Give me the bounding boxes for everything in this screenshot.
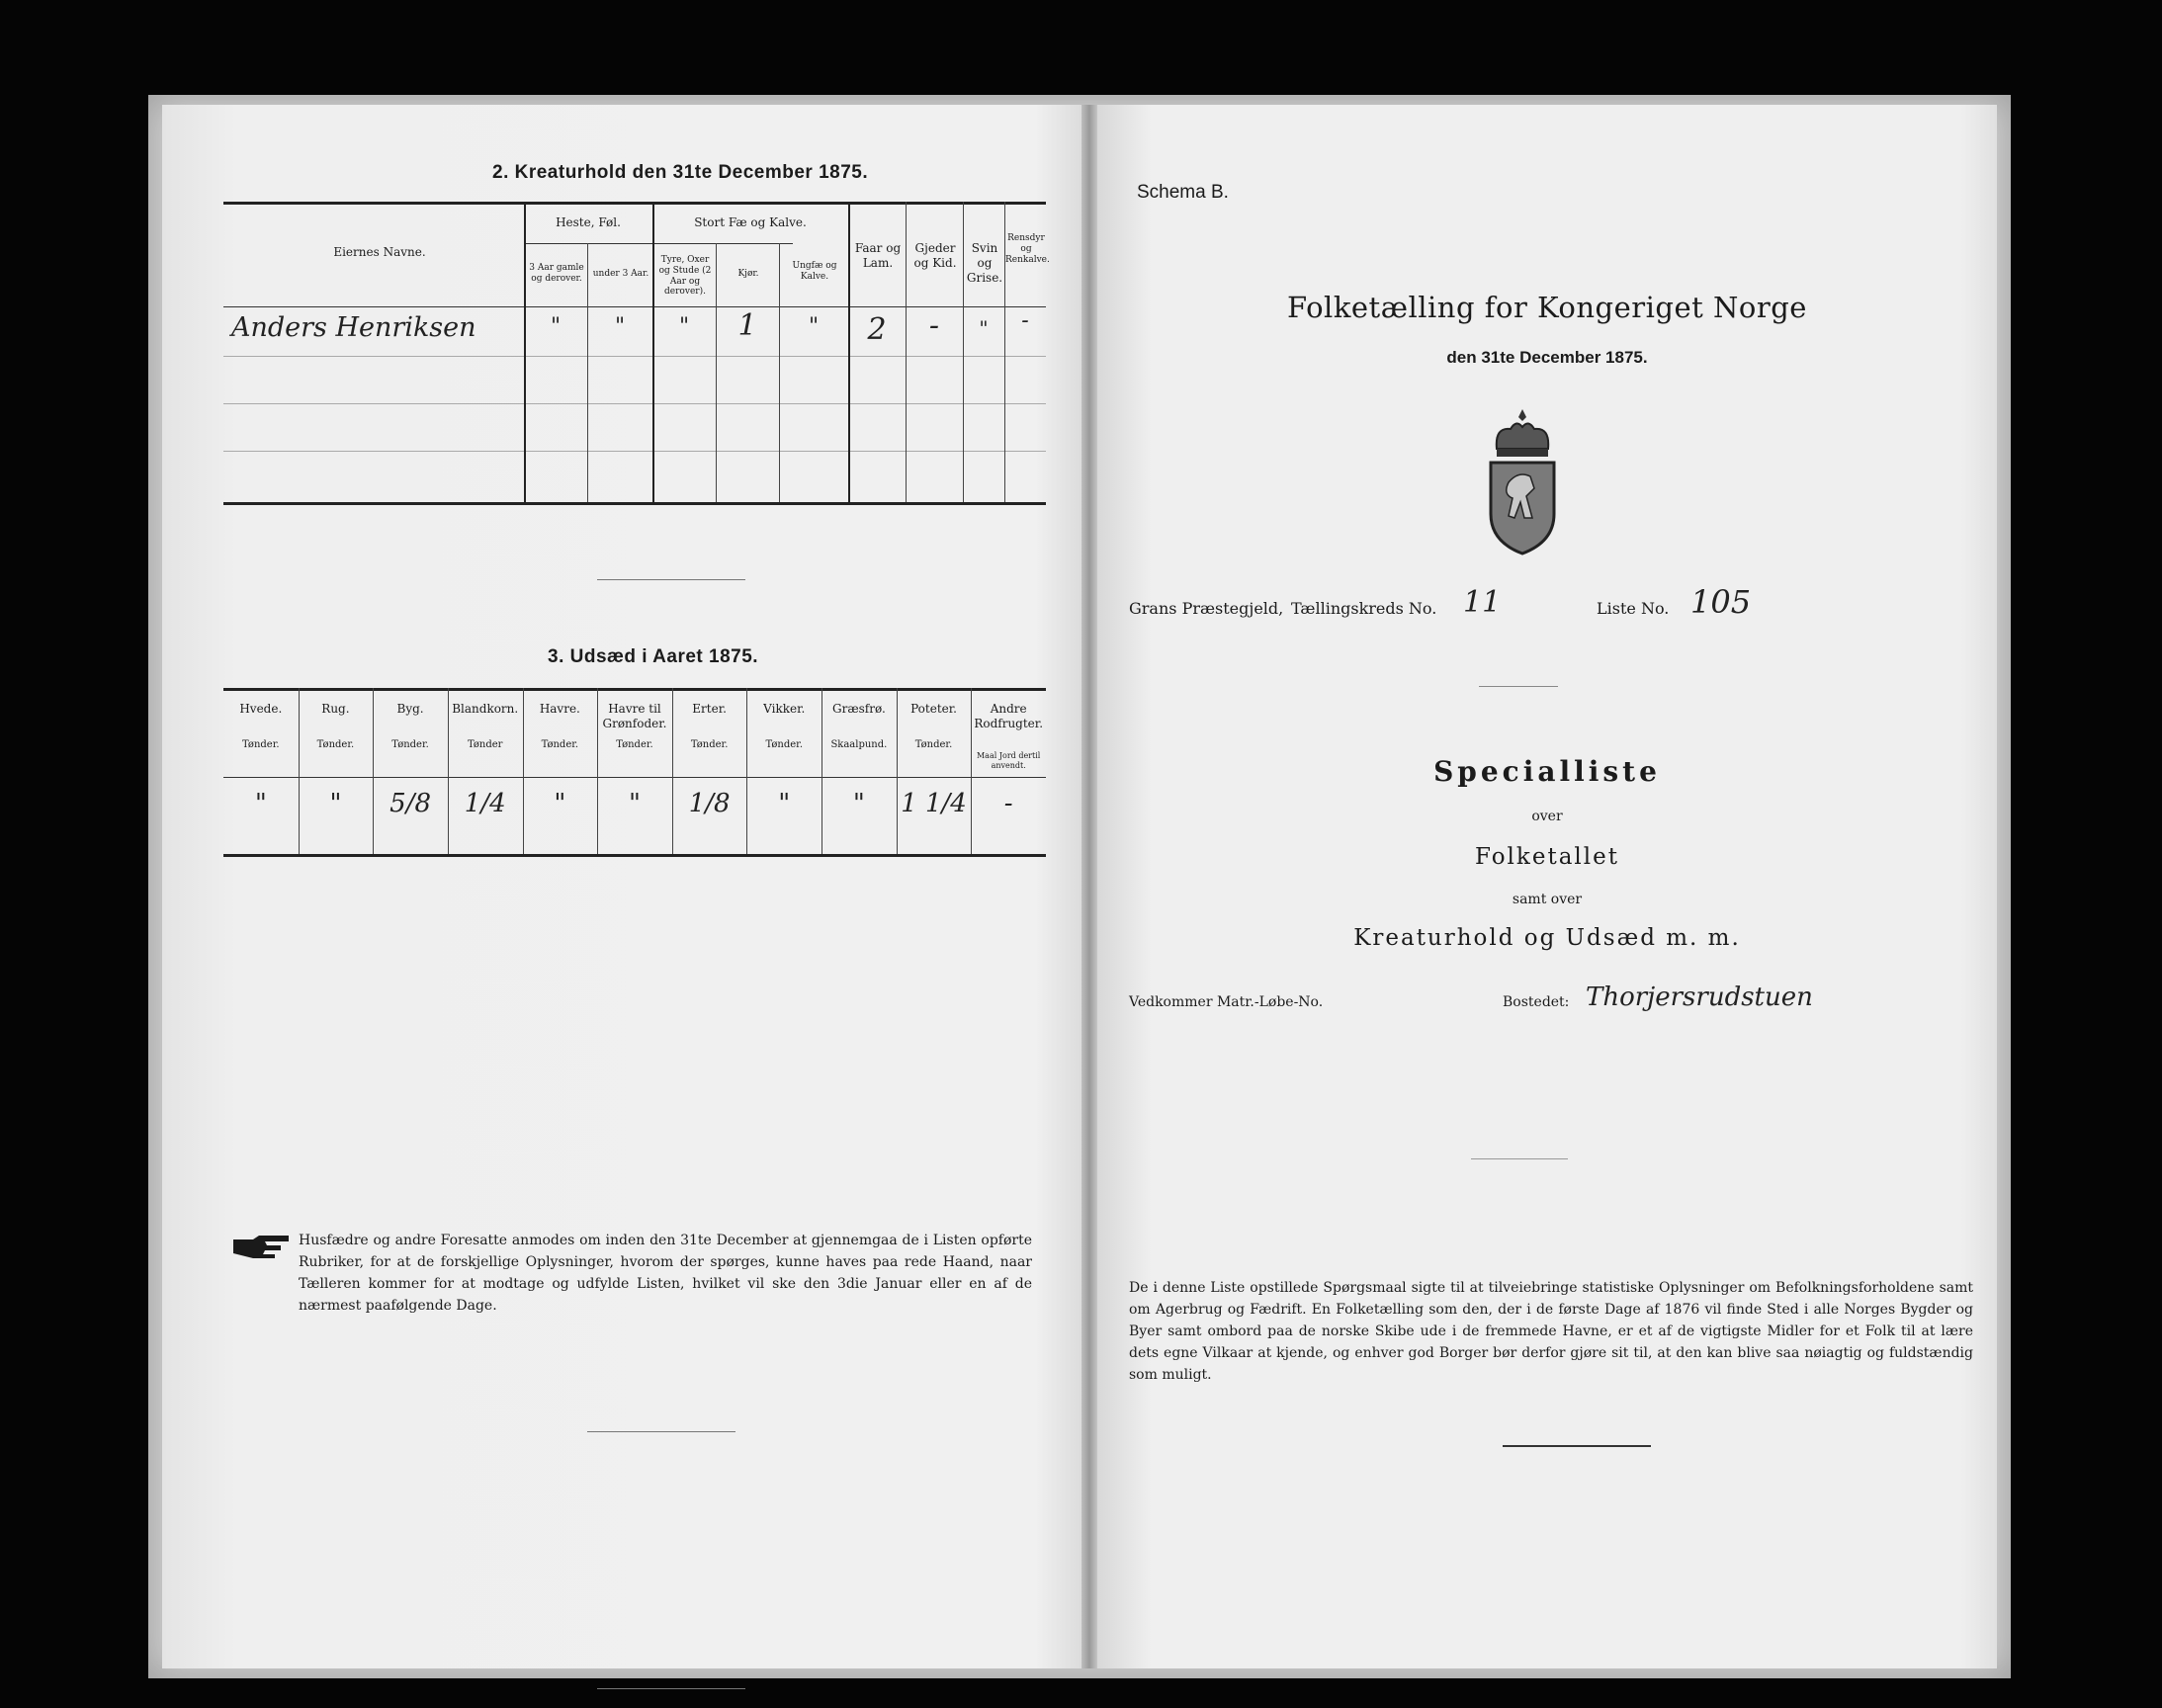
seed-col-unit: Tønder.: [914, 739, 953, 750]
seed-col-header: Græsfrø.: [832, 702, 886, 716]
seed-value: ": [629, 789, 641, 818]
seed-col-header: Poteter.: [910, 702, 957, 716]
seed-col-unit: Tønder.: [316, 739, 355, 750]
district-value: 11: [1463, 585, 1502, 620]
reindeer-value: -: [1021, 308, 1029, 333]
bulls-header: Tyre, Oxer og Stude (2 Aar og derover).: [658, 255, 712, 298]
pointing-hand-icon: [231, 1234, 291, 1265]
separator-rule: [597, 1688, 745, 1689]
seed-value: ": [852, 789, 865, 818]
seed-value: 1/4: [464, 789, 506, 818]
col-divider: [652, 202, 654, 504]
seed-table-bottom-rule: [223, 854, 1046, 857]
census-document: [148, 95, 2011, 1678]
left-note: Husfædre og andre Foresatte anmodes om inden den 31te December at gjennemgaa de i Listen opførte Rubriker, for at de forskjellige Oplysninger, hvorom der spørges, kunne haves paa rede Haand, naar Tælleren kommer for at modtage og udfylde Listen, hvilket vil ske den 3die Januar eller en af de nærmest paafølgende Dage.: [299, 1233, 1032, 1314]
table-top-rule: [223, 202, 1046, 205]
sheep-value: 2: [867, 312, 887, 347]
col-divider: [587, 243, 588, 502]
group-header-rule: [524, 243, 793, 244]
separator-rule: [587, 1431, 735, 1432]
livestock-seed-text: Kreaturhold og Udsæd m. m.: [1353, 925, 1741, 951]
seed-col-unit: Tønder: [467, 739, 503, 750]
cows-value: 1: [737, 308, 757, 343]
closing-rule: [1503, 1445, 1651, 1447]
left-page: [162, 105, 1081, 1668]
seed-col-header: Rug.: [321, 702, 350, 716]
seed-col-unit: Tønder.: [541, 739, 579, 750]
row-rule: [223, 356, 1046, 357]
matr-label: Vedkommer Matr.-Løbe-No.: [1129, 994, 1324, 1010]
seed-col-unit: Maal Jord dertil anvendt.: [976, 751, 1041, 770]
table-header-rule: [223, 306, 1046, 307]
seed-col-unit: Skaalpund.: [830, 739, 888, 750]
seed-col-header: Erter.: [692, 702, 727, 716]
schema-label: Schema B.: [1137, 182, 1229, 203]
seed-col-unit: Tønder.: [242, 739, 280, 750]
coat-of-arms-icon: [1483, 407, 1562, 559]
row-rule: [223, 403, 1046, 404]
pigs-header: Svin og Grise.: [966, 241, 1003, 285]
separator-rule: [1479, 686, 1558, 687]
pigs-value: ": [979, 316, 989, 340]
seed-table-top-rule: [223, 688, 1046, 691]
book-spine: [1081, 105, 1097, 1668]
seed-col-unit: Tønder.: [616, 739, 653, 750]
young-cattle-value: ": [808, 314, 820, 339]
owner-header: Eiernes Navne.: [333, 245, 426, 259]
census-title: Folketælling for Kongeriget Norge: [1287, 291, 1807, 324]
cattle-group-header: Stort Fæ og Kalve.: [694, 215, 807, 229]
census-date: den 31te December 1875.: [1446, 348, 1648, 367]
col-divider: [779, 243, 780, 502]
horses-old-header: 3 Aar gamle og derover.: [529, 263, 584, 284]
goats-value: -: [928, 308, 940, 343]
census-note: De i denne Liste opstillede Spørgsmaal sigte til at tilveiebringe statistiske Oplysninger om Befolkningsforholdene samt om Agerbrug og Fædrift. En Folketælling som den, der i de første Dage af 1876 vil finde Sted i alle Norges Bygder og Byer samt ombord paa de norske Skibe ude i de fremmede Havne, er et af de vigtigste Midler for et Folk til at lære dets egne Vilkaar at kjende, og enhver god Borger bør derfor gjøre sit til, at den kan blive saa nøiagtig og fuldstændig som muligt.: [1129, 1280, 1973, 1383]
goats-header: Gjeder og Kid.: [913, 241, 957, 270]
col-divider: [906, 202, 907, 502]
seed-col-header: Havre.: [539, 702, 580, 716]
bosted-label: Bostedet:: [1503, 994, 1570, 1010]
parish: Grans Præstegjeld,: [1129, 599, 1284, 618]
seed-col-header: Andre Rodfrugter.: [974, 702, 1044, 730]
section3-title: 3. Udsæd i Aaret 1875.: [548, 646, 759, 667]
folketallet-text: Folketallet: [1475, 844, 1619, 870]
seed-value: -: [1003, 789, 1013, 818]
seed-value: ": [254, 789, 267, 818]
col-divider: [716, 243, 717, 502]
seed-value: ": [778, 789, 791, 818]
seed-value: ": [554, 789, 566, 818]
seed-value: 5/8: [389, 789, 431, 818]
sheep-header: Faar og Lam.: [854, 241, 902, 270]
col-divider: [524, 202, 526, 504]
separator-rule: [597, 579, 745, 580]
bulls-value: ": [678, 314, 690, 339]
seed-value: 1 1/4: [901, 789, 967, 818]
horses-young-header: under 3 Aar.: [592, 269, 649, 279]
horses-old-value: ": [550, 314, 562, 339]
horses-young-value: ": [614, 314, 626, 339]
list-label: Liste No.: [1597, 599, 1670, 618]
seed-col-unit: Tønder.: [391, 739, 429, 750]
seed-value: 1/8: [688, 789, 731, 818]
horses-group-header: Heste, Føl.: [556, 215, 621, 229]
separator-rule: [1471, 1158, 1568, 1159]
seed-col-unit: Tønder.: [690, 739, 729, 750]
seed-value: ": [329, 789, 342, 818]
seed-col-header: Havre til Grønfoder.: [602, 702, 667, 730]
seed-col-header: Vikker.: [763, 702, 806, 716]
young-cattle-header: Ungfæ og Kalve.: [792, 261, 837, 282]
samt-over-text: samt over: [1512, 892, 1583, 907]
reindeer-header: Rensdyr og Renkalve.: [1005, 233, 1050, 265]
seed-col-header: Blandkorn.: [452, 702, 519, 716]
table-bottom-rule: [223, 502, 1046, 505]
seed-col-header: Byg.: [396, 702, 424, 716]
seed-table-header-rule: [223, 777, 1046, 778]
owner-name: Anders Henriksen: [231, 312, 476, 343]
section2-title: 2. Kreaturhold den 31te December 1875.: [492, 162, 869, 183]
row-rule: [223, 451, 1046, 452]
col-divider: [963, 202, 964, 502]
special-list-title: Specialliste: [1433, 755, 1661, 788]
bosted-value: Thorjersrudstuen: [1586, 982, 1813, 1012]
over-text: over: [1531, 809, 1563, 824]
seed-col-header: Hvede.: [239, 702, 283, 716]
seed-col-unit: Tønder.: [765, 739, 804, 750]
right-page: [1097, 105, 1997, 1668]
list-value: 105: [1690, 583, 1752, 621]
cows-header: Kjør.: [737, 269, 759, 279]
district-label: Tællingskreds No.: [1291, 599, 1437, 618]
